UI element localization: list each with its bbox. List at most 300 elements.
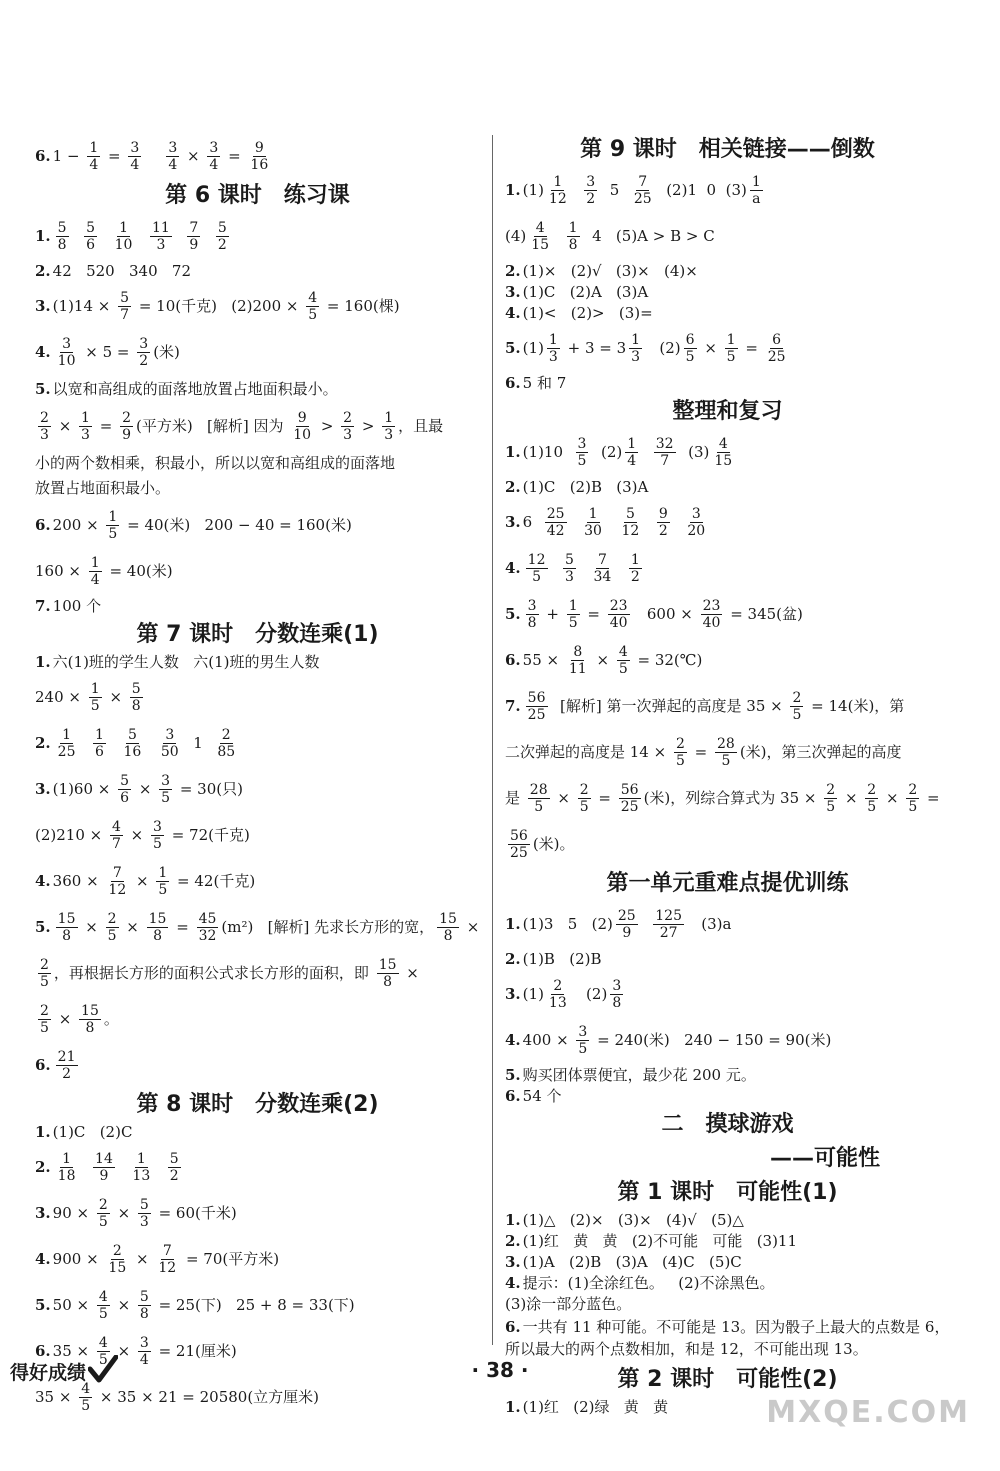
answer-line — [505, 1274, 950, 1292]
fraction-numerator: 3 — [153, 818, 162, 835]
fraction — [156, 1243, 178, 1276]
fraction-numerator: 5 — [57, 219, 67, 236]
answer-text — [81, 734, 91, 752]
answer-text: (1)红 黄 黄 (2)不可能 可能 (3)11 — [522, 1232, 798, 1250]
answer-text: × — [401, 964, 419, 982]
answer-text — [641, 443, 651, 461]
fraction-denominator: 13 — [548, 994, 567, 1011]
fraction — [97, 1197, 110, 1230]
fraction-numerator: 5 — [120, 772, 130, 789]
answer-line — [505, 686, 950, 726]
fraction-numerator: 6 — [772, 331, 782, 348]
fraction — [248, 140, 270, 173]
fraction — [38, 1003, 51, 1036]
fraction-denominator: 2 — [139, 352, 149, 369]
answer-line — [505, 1232, 950, 1250]
fraction-numerator: 56 — [510, 827, 528, 844]
answer-line — [505, 432, 950, 472]
right-column — [505, 130, 950, 1419]
answer-text: 小的两个数相乘，积最小，所以以宽和高组成的面落地 — [35, 454, 396, 472]
answer-line — [35, 597, 480, 615]
fraction — [341, 410, 354, 443]
fraction-numerator: 9 — [297, 409, 307, 426]
fraction-denominator: 13 — [132, 1167, 151, 1184]
answer-text: (米)，列综合算式为 35 × — [643, 789, 822, 807]
answer-text: 提示：(1)全涂红色。 (2)不涂黑色。 — [522, 1274, 775, 1292]
fraction-numerator: 5 — [131, 680, 141, 697]
fraction-denominator: 18 — [57, 1167, 76, 1184]
question-number: 6. — [35, 147, 51, 165]
answer-text: × — [461, 918, 480, 936]
fraction-numerator: 15 — [148, 910, 167, 927]
fraction — [567, 644, 589, 677]
fraction — [437, 911, 459, 944]
answer-text: (米)，第三次弹起的高度 — [739, 743, 902, 761]
fraction-numerator: 3 — [62, 335, 72, 352]
fraction — [106, 509, 119, 542]
answer-text: 360 × — [52, 872, 104, 890]
fraction — [291, 410, 313, 443]
fraction-denominator: 30 — [584, 522, 602, 539]
fraction-numerator: 1 — [568, 597, 578, 614]
fraction — [750, 174, 763, 207]
fraction — [79, 1003, 101, 1036]
fraction-numerator: 4 — [98, 1288, 108, 1305]
answer-text: × 35 × 21 = 20580(立方厘米) — [95, 1388, 320, 1406]
fraction-denominator: 8 — [612, 994, 622, 1011]
fraction-denominator: 8 — [85, 1019, 95, 1036]
answer-line — [505, 283, 950, 301]
fraction-denominator: 7 — [120, 306, 130, 323]
answer-text: (1)10 — [522, 443, 573, 461]
answer-text — [155, 1158, 165, 1176]
fraction — [625, 436, 638, 469]
question-number: 1. — [505, 1211, 521, 1229]
answer-line — [505, 304, 950, 322]
fraction — [674, 736, 687, 769]
answer-text: (1)3 5 (2) — [522, 915, 613, 933]
answer-text: 400 × — [522, 1031, 574, 1049]
fraction-denominator: 3 — [156, 236, 166, 253]
fraction-numerator: 9 — [254, 139, 264, 156]
fraction-numerator: 3 — [577, 435, 587, 452]
fraction — [113, 220, 135, 253]
fraction — [616, 908, 638, 941]
fraction-denominator: 32 — [198, 927, 217, 944]
answer-text: 600 × — [632, 605, 698, 623]
answer-text: 是 — [505, 789, 525, 807]
fraction-denominator: 8 — [383, 973, 393, 990]
section-heading: 第 2 课时 可能性(2) — [617, 1367, 838, 1392]
fraction-numerator: 56 — [620, 781, 639, 798]
answer-text: 5 和 7 — [522, 374, 567, 392]
fraction-numerator: 5 — [169, 1150, 179, 1167]
fraction-numerator: 5 — [120, 289, 130, 306]
fraction — [137, 336, 150, 369]
fraction-numerator: 23 — [609, 597, 628, 614]
answer-text: = 42(千克) — [172, 872, 256, 890]
fraction-numerator: 3 — [165, 726, 175, 743]
fraction-denominator: 5 — [153, 835, 162, 852]
fraction-numerator: 1 — [553, 173, 563, 190]
fraction-denominator: 5 — [867, 798, 877, 815]
answer-line — [35, 477, 480, 499]
fraction — [130, 681, 143, 714]
fraction-numerator: 1 — [631, 331, 641, 348]
fraction — [377, 957, 399, 990]
fraction-denominator: 5 — [81, 1397, 91, 1414]
answer-text — [118, 1158, 128, 1176]
fraction-denominator: 50 — [160, 743, 179, 760]
answer-text: = — [582, 605, 605, 623]
fraction-numerator: 1 — [384, 409, 394, 426]
fraction-numerator: 1 — [62, 1150, 72, 1167]
fraction — [529, 220, 551, 253]
question-number: 5. — [35, 380, 51, 398]
answer-text — [137, 227, 147, 245]
answer-text: × — [125, 826, 149, 844]
fraction — [106, 865, 128, 898]
answer-text: (平方米) [解析] 因为 — [135, 417, 289, 435]
answer-text: = — [223, 147, 246, 165]
fraction-numerator: 2 — [579, 781, 589, 798]
fraction-numerator: 1 — [751, 173, 761, 190]
answer-text: × — [591, 651, 614, 669]
fraction-numerator: 8 — [573, 643, 583, 660]
fraction-denominator: 9 — [622, 924, 632, 941]
fraction-numerator: 1 — [726, 331, 736, 348]
fraction — [824, 782, 837, 815]
answer-line — [505, 640, 950, 680]
fraction — [38, 957, 51, 990]
answer-line — [505, 216, 950, 256]
fraction — [610, 978, 623, 1011]
fraction-denominator: 8 — [527, 614, 537, 631]
fraction-denominator: 2 — [658, 522, 668, 539]
answer-text: × — [112, 1342, 135, 1360]
fraction-numerator: 56 — [527, 689, 546, 706]
fraction — [657, 506, 670, 539]
fraction — [89, 681, 102, 714]
question-number: 7. — [35, 597, 51, 615]
answer-text: 二次弹起的高度是 14 × — [505, 743, 671, 761]
fraction-denominator: 25 — [527, 706, 546, 723]
fraction-numerator: 2 — [553, 977, 563, 994]
fraction-denominator: 5 — [308, 306, 318, 323]
fraction-numerator: 4 — [98, 1334, 108, 1351]
fraction-denominator: 7 — [660, 452, 670, 469]
fraction-denominator: 2 — [630, 568, 640, 585]
fraction-numerator: 3 — [586, 173, 596, 190]
answer-text: = 160(棵) — [322, 297, 400, 315]
answer-text: × — [134, 780, 157, 798]
fraction-numerator: 7 — [112, 864, 122, 881]
fraction-denominator: 2 — [62, 1065, 72, 1082]
fraction-numerator: 5 — [139, 1196, 149, 1213]
fraction-denominator: 8 — [131, 697, 141, 714]
fraction — [545, 506, 567, 539]
fraction-denominator: 10 — [114, 236, 133, 253]
watermark: MXQE.COM — [766, 1395, 970, 1430]
answer-line — [505, 374, 950, 392]
fraction-numerator: 45 — [198, 910, 217, 927]
fraction — [110, 819, 123, 852]
question-number: 1. — [505, 443, 521, 461]
fraction — [138, 1289, 151, 1322]
section-heading: 第 9 课时 相关链接——倒数 — [580, 137, 875, 162]
question-number: 3. — [35, 1204, 51, 1222]
answer-text — [554, 227, 564, 245]
fraction-denominator: 3 — [631, 348, 641, 365]
fraction-denominator: 5 — [675, 752, 685, 769]
answer-text: = 72(千克) — [166, 826, 250, 844]
fraction-numerator: 1 — [548, 331, 558, 348]
fraction-numerator: 2 — [40, 409, 49, 426]
fraction-denominator: 11 — [568, 660, 587, 677]
fraction — [166, 140, 179, 173]
fraction-denominator: 5 — [568, 614, 578, 631]
fraction — [118, 290, 131, 323]
question-number: 2. — [35, 262, 51, 280]
answer-line — [35, 136, 480, 176]
answer-text: + — [541, 605, 564, 623]
fraction — [725, 332, 738, 365]
answer-text: (1)C (2)C — [52, 1123, 133, 1141]
fraction — [138, 1197, 151, 1230]
fraction — [620, 506, 642, 539]
question-number: 6. — [505, 651, 521, 669]
answer-text: (1) — [522, 339, 544, 357]
fraction — [766, 332, 788, 365]
fraction-denominator: 12 — [158, 1259, 177, 1276]
fraction — [151, 819, 164, 852]
answer-line — [505, 1087, 950, 1105]
fraction — [216, 220, 229, 253]
fraction-numerator: 3 — [168, 139, 178, 156]
fraction-denominator: 3 — [343, 426, 353, 443]
fraction — [685, 506, 707, 539]
answer-text: 54 个 — [522, 1087, 562, 1105]
fraction-numerator: 12 — [527, 551, 546, 568]
fraction — [150, 220, 172, 253]
fraction-numerator: 3 — [161, 772, 171, 789]
answer-line — [505, 502, 950, 542]
fraction-numerator: 5 — [86, 219, 96, 236]
answer-text: (3) — [678, 443, 710, 461]
fraction-numerator: 4 — [535, 219, 545, 236]
fraction-numerator: 2 — [867, 781, 877, 798]
fraction-denominator: 6 — [95, 743, 104, 760]
answer-text: = — [689, 743, 712, 761]
fraction-numerator: 4 — [308, 289, 318, 306]
fraction-numerator: 25 — [617, 907, 636, 924]
fraction-numerator: 2 — [40, 1002, 49, 1019]
answer-text: × — [53, 1010, 77, 1028]
answer-text — [572, 181, 582, 199]
fraction-numerator: 5 — [127, 726, 137, 743]
answer-text: 55 × — [522, 651, 564, 669]
fraction-numerator: 3 — [139, 1334, 149, 1351]
fraction-denominator: 42 — [546, 522, 565, 539]
fraction — [38, 410, 51, 443]
answer-text: (1)B (2)B — [522, 950, 602, 968]
fraction-numerator: 1 — [62, 726, 72, 743]
fraction — [84, 220, 97, 253]
fraction-denominator: 40 — [609, 614, 628, 631]
fraction-denominator: 3 — [548, 348, 558, 365]
question-number: 6. — [35, 1342, 51, 1360]
answer-text: (2) — [591, 443, 623, 461]
answer-text: (2)210 × — [35, 826, 107, 844]
question-number: 5. — [505, 339, 521, 357]
fraction-denominator: 5 — [161, 789, 171, 806]
fraction-numerator: 11 — [151, 219, 170, 236]
fraction-numerator: 3 — [130, 139, 140, 156]
fraction — [56, 727, 78, 760]
fraction-numerator: 7 — [162, 1242, 172, 1259]
fraction — [547, 978, 569, 1011]
answer-text — [570, 513, 580, 531]
answer-text — [673, 513, 683, 531]
answer-line — [35, 1045, 480, 1085]
fraction-numerator: 4 — [111, 818, 121, 835]
question-number: 1. — [505, 181, 521, 199]
answer-line — [505, 824, 950, 864]
fraction-numerator: 2 — [826, 781, 836, 798]
answer-line — [505, 1211, 950, 1229]
fraction-numerator: 2 — [343, 409, 353, 426]
question-number: 5. — [35, 1296, 51, 1314]
answer-text: > — [316, 417, 339, 435]
answer-text: × — [182, 147, 205, 165]
fraction — [56, 336, 78, 369]
fraction — [654, 436, 676, 469]
fraction-denominator: 4 — [627, 452, 637, 469]
fraction-numerator: 1 — [89, 139, 99, 156]
question-number: 5. — [35, 918, 51, 936]
answer-text — [81, 1158, 91, 1176]
fraction-denominator: 2 — [169, 1167, 179, 1184]
fraction — [528, 782, 550, 815]
answer-text: = 70(平方米) — [181, 1250, 280, 1268]
fraction-numerator: 1 — [95, 726, 104, 743]
fraction-denominator: 5 — [108, 525, 118, 542]
fraction — [87, 140, 100, 173]
fraction-denominator: 3 — [81, 426, 90, 443]
answer-text: 6 — [522, 513, 542, 531]
fraction — [187, 220, 200, 253]
fraction — [582, 506, 604, 539]
answer-text: (4) — [505, 227, 527, 245]
answer-text: = — [740, 339, 763, 357]
fraction-numerator: 25 — [546, 505, 565, 522]
question-number: 4. — [35, 1250, 51, 1268]
fraction-denominator: 40 — [702, 614, 721, 631]
fraction — [567, 220, 580, 253]
fraction-numerator: 1 — [136, 1150, 146, 1167]
fraction-denominator: 5 — [532, 568, 542, 585]
fraction-numerator: 15 — [81, 1002, 99, 1019]
page-number: · 38 · — [471, 1358, 529, 1382]
fraction-denominator: 8 — [139, 1305, 149, 1322]
question-number: 6. — [35, 516, 51, 534]
answer-text: = 40(米) — [104, 562, 173, 580]
fraction-denominator: 16 — [123, 743, 142, 760]
brand-text: 得好成绩 — [10, 1362, 87, 1384]
answer-text: (1)14 × — [52, 297, 116, 315]
answer-line — [35, 1285, 480, 1325]
question-number: 2. — [35, 734, 51, 752]
question-number: 2. — [505, 1232, 521, 1250]
fraction-denominator: 4 — [130, 156, 140, 173]
answer-text: × — [112, 1204, 135, 1222]
fraction — [715, 736, 737, 769]
question-number: 4. — [505, 304, 521, 322]
answer-line — [505, 904, 950, 944]
answer-line — [505, 328, 950, 368]
fraction-denominator: 5 — [685, 348, 695, 365]
question-number: 4. — [505, 1274, 521, 1292]
answer-text: × — [80, 918, 103, 936]
fraction-denominator: 3 — [40, 426, 49, 443]
fraction-denominator: 5 — [726, 348, 736, 365]
answer-line — [35, 1123, 480, 1141]
fraction-denominator: 12 — [548, 190, 567, 207]
question-number: 2. — [35, 1158, 51, 1176]
fraction — [790, 690, 803, 723]
fraction-denominator: 5 — [792, 706, 802, 723]
fraction-numerator: 4 — [81, 1380, 91, 1397]
answer-line — [35, 216, 480, 256]
answer-line — [505, 1066, 950, 1084]
fraction — [508, 828, 530, 861]
fraction-numerator: 7 — [189, 219, 199, 236]
answer-text — [72, 227, 82, 245]
fraction-numerator: 3 — [139, 335, 149, 352]
fraction — [106, 911, 119, 944]
fraction — [712, 436, 734, 469]
answer-text: (1)△ (2)× (3)× (4)√ (5)△ — [522, 1211, 744, 1229]
answer-text: (1)A (2)B (3)A (4)C (5)C — [522, 1253, 742, 1271]
answer-text — [616, 559, 626, 577]
fraction — [156, 865, 169, 898]
answer-text: = 40(米) 200 − 40 = 160(米) — [122, 516, 352, 534]
fraction-numerator: 2 — [221, 726, 231, 743]
fraction-denominator: 8 — [57, 236, 67, 253]
answer-text: = 10(千克) (2)200 × — [134, 297, 304, 315]
fraction-denominator: 5 — [90, 697, 100, 714]
answer-text: = 14(米)，第 — [806, 697, 905, 715]
answer-line — [35, 406, 480, 446]
answer-text: = 345(盆) — [725, 605, 803, 623]
question-number: 6. — [35, 1056, 51, 1074]
fraction — [79, 410, 92, 443]
fraction-numerator: 3 — [691, 505, 701, 522]
fraction-numerator: 1 — [108, 508, 118, 525]
fraction-denominator: 5 — [577, 452, 587, 469]
question-number: 3. — [505, 513, 521, 531]
fraction-denominator: 4 — [90, 571, 100, 588]
fraction-numerator: 3 — [612, 977, 622, 994]
fraction — [526, 598, 539, 631]
fraction — [306, 290, 319, 323]
fraction-denominator: 25 — [767, 348, 786, 365]
answer-text — [579, 559, 589, 577]
question-number: 1. — [35, 227, 51, 245]
answer-text: (米) — [153, 343, 180, 361]
fraction-denominator: 2 — [586, 190, 596, 207]
question-number: 7. — [505, 697, 521, 715]
